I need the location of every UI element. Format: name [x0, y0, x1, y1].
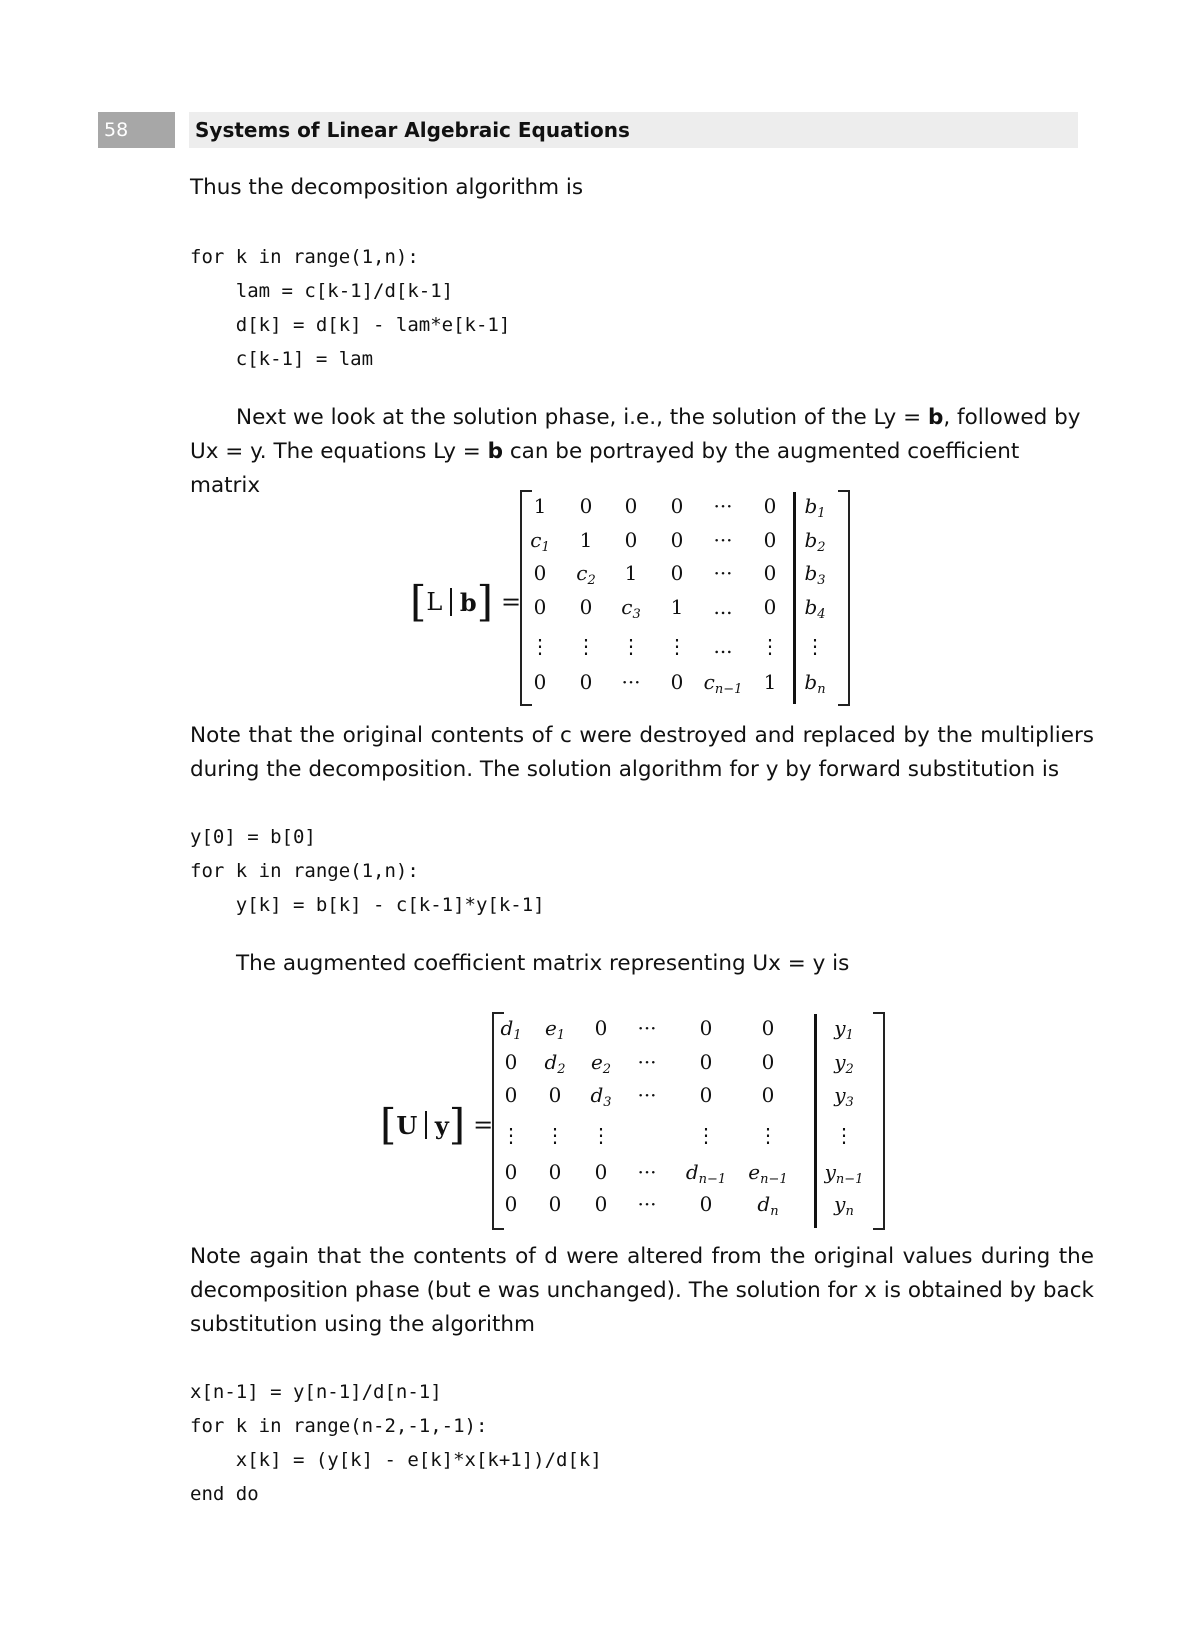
- matrix-entry: 0: [670, 528, 684, 552]
- matrix-entry: 0: [533, 561, 547, 585]
- intro-text: Thus the decomposition algorithm is: [190, 175, 584, 200]
- code-line: for k in range(1,n):: [190, 860, 419, 882]
- code-block-decomposition: [190, 240, 510, 376]
- code-line: d[k] = d[k] - lam*e[k-1]: [190, 314, 511, 336]
- matrix-entry: ⋮: [667, 634, 687, 658]
- matrix-entry: ...: [713, 634, 733, 658]
- matrix-entry: 0: [670, 670, 684, 694]
- paragraph-ux-matrix-text: The augmented coefficient matrix representing Ux = y is: [236, 951, 850, 976]
- matrix-entry: ⋮: [834, 1123, 854, 1147]
- matrix-entry: $d_1$: [500, 1016, 522, 1043]
- matrix-entry: $y_1$: [834, 1016, 854, 1043]
- matrix-entry: 0: [548, 1160, 562, 1184]
- matrix-entry: $y_n$: [834, 1192, 854, 1219]
- matrix-entry: 0: [763, 528, 777, 552]
- matrix-entry: 0: [699, 1083, 713, 1107]
- matrix-entry: 0: [504, 1160, 518, 1184]
- matrix-entry: 1: [763, 670, 777, 694]
- matrix-entry: $b_1$: [804, 494, 826, 521]
- matrix-entry: 0: [548, 1192, 562, 1216]
- code-line: y[0] = b[0]: [190, 826, 316, 848]
- matrix-entry: ⋮: [696, 1123, 716, 1147]
- matrix-entry: 0: [579, 494, 593, 518]
- page-number: 58: [98, 112, 175, 148]
- matrix-entry: 1: [670, 595, 684, 619]
- paragraph-ux-matrix: [190, 947, 1094, 981]
- matrix-entry: ⋮: [621, 634, 641, 658]
- matrix-bracket-right: [838, 490, 850, 706]
- matrix-entry: $d_3$: [590, 1083, 612, 1110]
- matrix-entry: 0: [594, 1016, 608, 1040]
- matrix-entry: 0: [761, 1016, 775, 1040]
- code-line: lam = c[k-1]/d[k-1]: [190, 280, 454, 302]
- matrix-entry: $d_2$: [544, 1050, 566, 1077]
- code-line: end do: [190, 1483, 259, 1505]
- matrix-entry: $c_3$: [621, 595, 641, 622]
- equation-lhs-L-b: [ L b ] =: [410, 577, 522, 626]
- matrix-entry: 0: [594, 1160, 608, 1184]
- matrix-entry: ⋮: [805, 634, 825, 658]
- matrix-entry: ⋮: [758, 1123, 778, 1147]
- matrix-entry: ⋮: [545, 1123, 565, 1147]
- running-title: Systems of Linear Algebraic Equations: [189, 112, 1078, 148]
- matrix-entry: 0: [533, 595, 547, 619]
- matrix-entry: ⋮: [530, 634, 550, 658]
- equation-lhs-U-y: [ U y ] =: [380, 1100, 494, 1149]
- matrix-entry: 0: [763, 494, 777, 518]
- matrix-entry: 0: [763, 595, 777, 619]
- matrix-entry: $b_n$: [804, 670, 826, 697]
- matrix-entry: 0: [670, 561, 684, 585]
- matrix-entry: $b_4$: [804, 595, 826, 622]
- paragraph-solution-phase: [190, 401, 1094, 503]
- paragraph-back-substitution-text: Note again that the contents of d were altered from the original values during the decomposition phase (but e was unchanged). The solution for x is obtained by back substitution using the algorithm: [190, 1244, 1094, 1337]
- matrix-entry: ···: [637, 1016, 657, 1040]
- matrix-entry: 1: [624, 561, 638, 585]
- matrix-entry: 0: [761, 1050, 775, 1074]
- matrix-entry: ⋮: [760, 634, 780, 658]
- matrix-entry: $y_3$: [834, 1083, 854, 1110]
- matrix-entry: 0: [548, 1083, 562, 1107]
- matrix-entry: 0: [504, 1192, 518, 1216]
- matrix-augment-bar: [793, 492, 796, 704]
- matrix-entry: ···: [637, 1050, 657, 1074]
- code-line: y[k] = b[k] - c[k-1]*y[k-1]: [190, 894, 545, 916]
- matrix-entry: 0: [670, 494, 684, 518]
- paragraph-back-substitution: [190, 1240, 1094, 1342]
- code-line: x[n-1] = y[n-1]/d[n-1]: [190, 1381, 442, 1403]
- matrix-bracket-left: [520, 490, 532, 706]
- augmented-matrix-L-b: [520, 490, 850, 706]
- matrix-entry: 0: [504, 1083, 518, 1107]
- matrix-entry: 1: [579, 528, 593, 552]
- matrix-entry: $e_{n-1}$: [748, 1160, 788, 1187]
- paragraph-forward-substitution-text: Note that the original contents of c were destroyed and replaced by the multipliers during the decomposition. The solution algorithm for y by forward substitution is: [190, 723, 1094, 782]
- matrix-entry: 0: [699, 1016, 713, 1040]
- code-block-back-substitution: [190, 1375, 602, 1511]
- augmented-matrix-U-y: [492, 1012, 885, 1230]
- matrix-entry: 0: [624, 528, 638, 552]
- matrix-entry: $e_1$: [544, 1016, 566, 1043]
- matrix-entry: 0: [699, 1192, 713, 1216]
- code-line: for k in range(1,n):: [190, 246, 419, 268]
- code-line: for k in range(n-2,-1,-1):: [190, 1415, 488, 1437]
- page-header: [98, 112, 1078, 148]
- matrix-entry: 0: [594, 1192, 608, 1216]
- matrix-entry: 0: [579, 670, 593, 694]
- matrix-entry: ···: [713, 494, 733, 518]
- matrix-entry: ···: [637, 1192, 657, 1216]
- paragraph-solution-phase-line-2: Ux = y. The equations Ly = b can be portrayed by the augmented coefficient matrix: [190, 439, 1020, 498]
- matrix-entry: 0: [763, 561, 777, 585]
- matrix-entry: ···: [713, 561, 733, 585]
- code-line: x[k] = (y[k] - e[k]*x[k+1])/d[k]: [190, 1449, 602, 1471]
- matrix-entry: $y_2$: [834, 1050, 854, 1077]
- matrix-entry: $d_n$: [757, 1192, 779, 1219]
- matrix-entry: ⋮: [591, 1123, 611, 1147]
- matrix-entry: ⋮: [576, 634, 596, 658]
- matrix-entry: 0: [579, 595, 593, 619]
- matrix-entry: $e_2$: [590, 1050, 612, 1077]
- matrix-entry: 0: [699, 1050, 713, 1074]
- code-block-forward-substitution: [190, 820, 545, 922]
- matrix-entry: ⋮: [501, 1123, 521, 1147]
- matrix-entry: $c_1$: [530, 528, 550, 555]
- matrix-entry: $y_{n-1}$: [824, 1160, 864, 1187]
- paragraph-forward-substitution: [190, 719, 1094, 787]
- matrix-entry: ···: [637, 1160, 657, 1184]
- matrix-bracket-right: [873, 1012, 885, 1230]
- paragraph-solution-phase-line-1: Next we look at the solution phase, i.e., the solution of the Ly = b, followed by: [236, 405, 1081, 430]
- matrix-entry: ···: [713, 528, 733, 552]
- code-line: c[k-1] = lam: [190, 348, 374, 370]
- matrix-entry: 1: [533, 494, 547, 518]
- matrix-entry: ...: [713, 595, 733, 619]
- matrix-entry: 0: [533, 670, 547, 694]
- matrix-entry: ···: [621, 670, 641, 694]
- matrix-entry: 0: [761, 1083, 775, 1107]
- matrix-entry: ···: [637, 1083, 657, 1107]
- matrix-entry: $b_2$: [804, 528, 826, 555]
- matrix-entry: 0: [504, 1050, 518, 1074]
- matrix-entry: $c_{n-1}$: [703, 670, 743, 697]
- intro-paragraph: [190, 171, 1094, 205]
- matrix-entry: $b_3$: [804, 561, 826, 588]
- matrix-augment-bar: [814, 1014, 817, 1228]
- matrix-entry: $d_{n-1}$: [685, 1160, 727, 1187]
- matrix-entry: 0: [624, 494, 638, 518]
- matrix-entry: $c_2$: [576, 561, 596, 588]
